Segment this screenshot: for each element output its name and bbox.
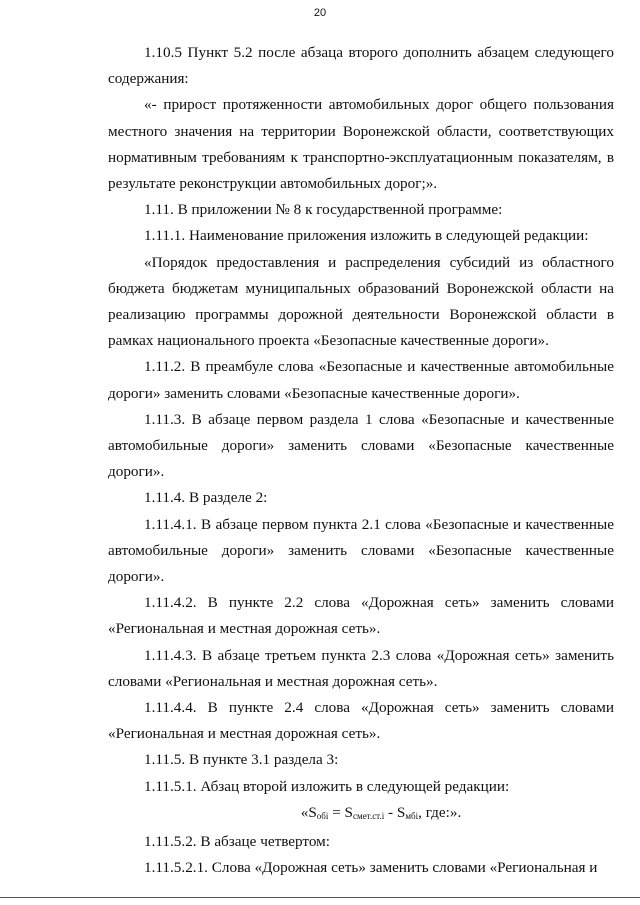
paragraph-quote-poryadok: «Порядок предоставления и распределения субсидий из областного бюджета бюджетам муниципальных образований Воронежской области на реализацию программы дорожной деятельности Воронежской области в рамках национального проекта «Безопасные качественные дороги». [108,253,614,350]
paragraph-1-11-4: 1.11.4. В разделе 2: [144,489,268,507]
paragraph-1-11-5-2: 1.11.5.2. В абзаце четвертом: [144,833,330,851]
paragraph-1-11-5-1: 1.11.5.1. Абзац второй изложить в следующей редакции: [144,777,510,795]
paragraph-1-11-4-4: 1.11.4.4. В пункте 2.4 слова «Дорожная сеть» заменить словами «Региональная и местная дорожная сеть». [108,699,614,743]
bottom-rule [0,897,640,898]
paragraph-1-11-4-2: 1.11.4.2. В пункте 2.2 слова «Дорожная сеть» заменить словами «Региональная и местная дорожная сеть». [108,594,614,638]
paragraph-quote-prirost: «- прирост протяженности автомобильных дорог общего пользования местного значения на территории Воронежской области, соответствующих нормативным требованиям к транспортно-эксплуатационным показателям, в результате реконструкции автомобильных дорог;». [108,96,614,193]
formula: «$S_{обi} = S_{смет.ст.i} - S_{мбi}$, где:». [300,803,462,821]
paragraph-1-11-5: 1.11.5. В пункте 3.1 раздела 3: [144,751,339,769]
paragraph-1-11-2: 1.11.2. В преамбуле слова «Безопасные и качественные автомобильные дороги» заменить словами «Безопасные качественные дороги». [108,358,614,402]
document-body [108,40,614,882]
paragraph-1-10-5: 1.10.5 Пункт 5.2 после абзаца второго дополнить абзацем следующего содержания: [108,44,614,88]
paragraph-1-11-3: 1.11.3. В абзаце первом раздела 1 слова «Безопасные и качественные автомобильные дороги» заменить словами «Безопасные качественные дороги». [108,410,614,481]
page-number: 20 [313,7,327,19]
paragraph-1-11-4-3: 1.11.4.3. В абзаце третьем пункта 2.3 слова «Дорожная сеть» заменить словами «Региональная и местная дорожная сеть». [108,646,614,690]
paragraph-1-11-4-1: 1.11.4.1. В абзаце первом пункта 2.1 слова «Безопасные и качественные автомобильные дороги» заменить словами «Безопасные качественные дороги». [108,515,614,586]
paragraph-1-11: 1.11. В приложении № 8 к государственной программе: [144,201,503,219]
paragraph-1-11-1: 1.11.1. Наименование приложения изложить в следующей редакции: [144,227,589,245]
paragraph-1-11-5-2-1: 1.11.5.2.1. Слова «Дорожная сеть» заменить словами «Региональная и [144,859,598,877]
